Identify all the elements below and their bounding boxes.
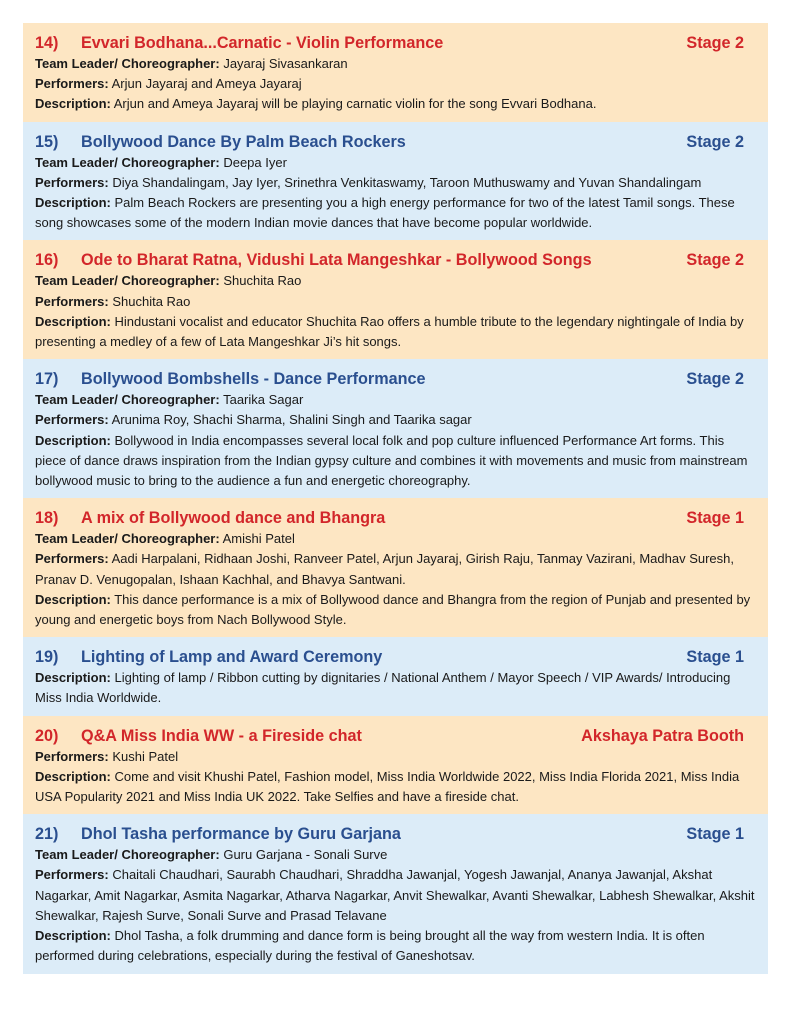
event-title-line [35, 726, 362, 746]
event-stage: Stage 2 [686, 132, 744, 151]
leader-value: Guru Garjana - Sonali Surve [223, 847, 388, 863]
event-number: 18) [35, 509, 59, 528]
description-value: Lighting of lamp / Ribbon cutting by dignitaries / National Anthem / Mayor Speech / VIP Awards/ Introducing Miss India Worldwide. [35, 670, 731, 706]
event-title: Evvari Bodhana...Carnatic - Violin Performance [81, 34, 444, 52]
event-header [35, 647, 756, 667]
description-line [35, 926, 756, 966]
event-card-20 [23, 716, 768, 815]
event-header [35, 250, 756, 270]
performers-line [35, 74, 756, 94]
event-stage: Stage 2 [686, 251, 744, 270]
event-title: Ode to Bharat Ratna, Vidushi Lata Mangeshkar - Bollywood Songs [81, 251, 592, 270]
performers-value: Arunima Roy, Shachi Sharma, Shalini Singh and Taarika sagar [111, 412, 472, 428]
event-card-21 [23, 814, 768, 973]
description-label: Description: [35, 928, 111, 944]
performers-value: Chaitali Chaudhari, Saurabh Chaudhari, Shraddha Jawanjal, Yogesh Jawanjal, Ananya Jawanjal, Akshat Nagarkar, Amit Nagarkar, Asmita Nagarkar, Atharva Nagarkar, Anvit Shewalkar, Avanti Shewalkar, Labhesh Shewalkar, Akshit Shewalkar, Rajesh Surve, Sonali Surve and Prasad Telavane [35, 867, 755, 923]
event-card-17 [23, 359, 768, 498]
performers-label: Performers: [35, 551, 109, 567]
event-number: 20) [35, 726, 59, 745]
event-title: A mix of Bollywood dance and Bhangra [81, 509, 386, 528]
description-label: Description: [35, 432, 111, 448]
description-line [35, 193, 756, 233]
event-header [35, 369, 756, 389]
description-line [35, 668, 756, 708]
event-schedule [23, 23, 768, 974]
event-stage: Stage 1 [686, 648, 744, 667]
performers-line [35, 173, 756, 193]
leader-label: Team Leader/ Choreographer: [35, 273, 220, 289]
leader-line [35, 54, 756, 74]
description-line [35, 767, 756, 807]
event-title: Dhol Tasha performance by Guru Garjana [81, 825, 401, 844]
event-header [35, 132, 756, 152]
leader-label: Team Leader/ Choreographer: [35, 56, 220, 71]
event-title-line [35, 369, 426, 389]
event-card-16 [23, 240, 768, 359]
event-title: Q&A Miss India WW - a Fireside chat [81, 726, 362, 745]
performers-value: Shuchita Rao [112, 293, 191, 309]
event-number: 21) [35, 825, 59, 844]
description-value: Hindustani vocalist and educator Shuchita Rao offers a humble tribute to the legendary nightingale of India by presenting a medley of a few of Lata Mangeshkar Ji’s hit songs. [35, 313, 744, 350]
description-line [35, 431, 756, 492]
event-title-line [35, 647, 382, 667]
leader-line [35, 271, 756, 291]
event-title-line [35, 508, 385, 528]
event-header [35, 508, 756, 528]
performers-line [35, 747, 756, 767]
performers-label: Performers: [35, 748, 109, 764]
description-line [35, 590, 756, 630]
performers-line [35, 549, 756, 589]
performers-line [35, 865, 756, 926]
event-number: 16) [35, 251, 59, 270]
leader-value: Taarika Sagar [223, 392, 304, 408]
description-value: Palm Beach Rockers are presenting you a high energy performance for two of the latest Tamil songs. These song showcases some of the modern Indian movie dances that have become popular worldwide. [35, 195, 735, 231]
performers-value: Kushi Patel [112, 748, 179, 764]
leader-label: Team Leader/ Choreographer: [35, 847, 220, 863]
event-stage: Stage 1 [686, 825, 744, 844]
description-value: This dance performance is a mix of Bollywood dance and Bhangra from the region of Punjab and presented by young and energetic boys from Nach Bollywood Style. [35, 591, 751, 628]
description-label: Description: [35, 768, 111, 784]
event-title-line [35, 33, 443, 53]
leader-value: Amishi Patel [222, 531, 295, 547]
performers-line [35, 292, 756, 312]
event-title-line [35, 132, 406, 152]
leader-line [35, 529, 756, 549]
performers-label: Performers: [35, 867, 109, 883]
leader-line [35, 153, 756, 173]
event-stage: Stage 2 [686, 34, 744, 52]
leader-value: Deepa Iyer [223, 154, 287, 170]
event-title: Bollywood Bombshells - Dance Performance [81, 370, 426, 389]
performers-label: Performers: [35, 412, 109, 428]
event-number: 15) [35, 132, 59, 151]
description-label: Description: [35, 313, 111, 329]
event-header [35, 726, 756, 746]
event-header [35, 824, 756, 844]
description-value: Dhol Tasha, a folk drumming and dance form is being brought all the way from western India. It is often performed during celebrations, especially during the festival of Ganeshotsav. [35, 928, 705, 964]
event-title: Lighting of Lamp and Award Ceremony [81, 648, 383, 667]
description-line [35, 94, 756, 114]
event-number: 17) [35, 370, 59, 389]
performers-label: Performers: [35, 293, 109, 309]
event-card-19 [23, 637, 768, 715]
description-label: Description: [35, 670, 111, 686]
event-stage: Stage 2 [686, 370, 744, 389]
description-value: Come and visit Khushi Patel, Fashion model, Miss India Worldwide 2022, Miss India Florida 2021, Miss India USA Popularity 2021 and Miss India UK 2022. Take Selfies and have a fireside chat. [35, 768, 740, 805]
description-label: Description: [35, 195, 111, 211]
event-stage: Stage 1 [686, 509, 744, 528]
performers-label: Performers: [35, 174, 109, 190]
performers-value: Aadi Harpalani, Ridhaan Joshi, Ranveer Patel, Arjun Jayaraj, Girish Raju, Tanmay Vazirani, Madhav Suresh, Pranav D. Venugopalan, Ishaan Kachhal, and Bhavya Santwani. [35, 551, 734, 587]
leader-line [35, 390, 756, 410]
leader-value: Jayaraj Sivasankaran [223, 56, 348, 71]
description-value: Bollywood in India encompasses several local folk and pop culture influenced Performance Art forms. This piece of dance draws inspiration from the Indian gypsy culture and combines it with movements and music from mainstream bollywood music to bring to the audience a fun and energetic choreography. [35, 432, 748, 489]
event-card-15 [23, 122, 768, 241]
performers-label: Performers: [35, 76, 109, 92]
event-number: 19) [35, 648, 59, 667]
performers-line [35, 410, 756, 430]
event-title-line [35, 824, 401, 844]
event-title: Bollywood Dance By Palm Beach Rockers [81, 132, 406, 151]
leader-line [35, 845, 756, 865]
event-card-18 [23, 498, 768, 637]
description-label: Description: [35, 96, 111, 112]
event-header [35, 33, 756, 53]
event-stage: Akshaya Patra Booth [581, 726, 744, 745]
description-label: Description: [35, 591, 111, 607]
event-title-line [35, 250, 592, 270]
leader-label: Team Leader/ Choreographer: [35, 392, 220, 408]
leader-value: Shuchita Rao [223, 273, 302, 289]
event-number: 14) [35, 34, 59, 52]
event-card-14 [23, 23, 768, 122]
description-line [35, 312, 756, 352]
leader-label: Team Leader/ Choreographer: [35, 154, 220, 170]
leader-label: Team Leader/ Choreographer: [35, 531, 220, 547]
description-value: Arjun and Ameya Jayaraj will be playing carnatic violin for the song Evvari Bodhana. [113, 96, 597, 112]
performers-value: Diya Shandalingam, Jay Iyer, Srinethra Venkitaswamy, Taroon Muthuswamy and Yuvan Shandalingam [112, 174, 702, 190]
performers-value: Arjun Jayaraj and Ameya Jayaraj [111, 76, 302, 92]
